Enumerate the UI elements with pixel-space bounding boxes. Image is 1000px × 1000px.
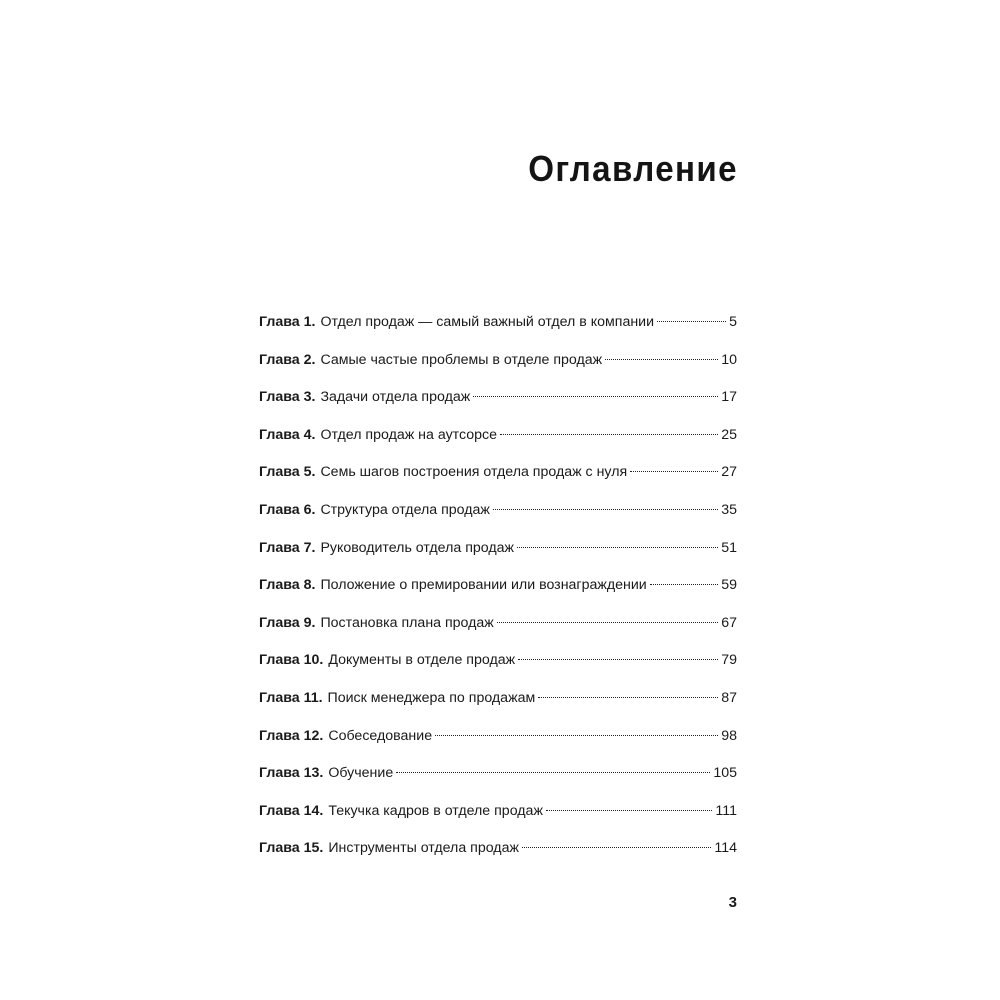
chapter-title: Задачи отдела продаж — [320, 389, 471, 406]
chapter-page-number: 17 — [721, 389, 737, 406]
chapter-label: Глава 6. — [259, 501, 316, 518]
chapter-page-number: 10 — [721, 351, 737, 368]
dot-leader — [518, 659, 718, 660]
dot-leader — [605, 359, 718, 360]
chapter-label: Глава 2. — [259, 351, 316, 368]
chapter-page-number: 35 — [721, 501, 737, 518]
toc-entry — [259, 835, 737, 873]
chapter-page-number: 114 — [714, 840, 737, 857]
chapter-label: Глава 9. — [259, 614, 316, 631]
toc-entry — [259, 422, 737, 460]
dot-leader — [396, 772, 710, 773]
chapter-page-number: 67 — [721, 614, 737, 631]
chapter-page-number: 105 — [713, 765, 737, 782]
chapter-label: Глава 13. — [259, 765, 324, 782]
table-of-contents — [259, 309, 737, 873]
chapter-label: Глава 1. — [259, 314, 316, 330]
chapter-title: Документы в отделе продаж — [328, 652, 516, 669]
toc-entry — [259, 610, 737, 648]
chapter-label: Глава 7. — [259, 539, 316, 556]
dot-leader — [517, 547, 718, 548]
chapter-title: Постановка плана продаж — [320, 614, 494, 631]
chapter-page-number: 98 — [721, 727, 737, 744]
chapter-title: Семь шагов построения отдела продаж с нуля — [320, 464, 628, 481]
chapter-page-number: 27 — [721, 464, 737, 481]
toc-entry — [259, 347, 737, 385]
chapter-title: Собеседование — [328, 727, 433, 744]
chapter-title: Отдел продаж на аутсорсе — [320, 426, 498, 443]
dot-leader — [500, 434, 718, 435]
chapter-label: Глава 5. — [259, 464, 316, 481]
dot-leader — [522, 847, 711, 848]
dot-leader — [657, 321, 726, 322]
toc-entry — [259, 723, 737, 761]
dot-leader — [630, 471, 718, 472]
chapter-title: Отдел продаж — самый важный отдел в компании — [320, 314, 655, 330]
chapter-label: Глава 3. — [259, 389, 316, 406]
chapter-page-number: 79 — [721, 652, 737, 669]
chapter-title: Обучение — [328, 765, 394, 782]
toc-entry — [259, 535, 737, 573]
chapter-title: Руководитель отдела продаж — [320, 539, 515, 556]
toc-entry — [259, 647, 737, 685]
chapter-page-number: 5 — [729, 314, 737, 330]
toc-entry — [259, 497, 737, 535]
dot-leader — [493, 509, 718, 510]
chapter-label: Глава 11. — [259, 689, 323, 706]
chapter-page-number: 25 — [721, 426, 737, 443]
page-title: Оглавление — [528, 148, 738, 189]
chapter-title: Поиск менеджера по продажам — [327, 689, 536, 706]
page-number: 3 — [728, 894, 737, 911]
dot-leader — [546, 810, 712, 811]
chapter-label: Глава 8. — [259, 577, 316, 594]
chapter-page-number: 59 — [721, 577, 737, 594]
toc-entry — [259, 309, 737, 347]
dot-leader — [473, 396, 718, 397]
chapter-page-number: 51 — [721, 539, 737, 556]
chapter-title: Инструменты отдела продаж — [328, 840, 519, 857]
dot-leader — [538, 697, 718, 698]
chapter-page-number: 87 — [721, 689, 737, 706]
toc-entry — [259, 760, 737, 798]
dot-leader — [497, 622, 718, 623]
toc-entry — [259, 572, 737, 610]
chapter-label: Глава 15. — [259, 840, 324, 857]
chapter-label: Глава 10. — [259, 652, 324, 669]
dot-leader — [435, 735, 718, 736]
chapter-page-number: 111 — [715, 802, 737, 819]
chapter-title: Текучка кадров в отделе продаж — [328, 802, 543, 819]
chapter-title: Самые частые проблемы в отделе продаж — [320, 351, 603, 368]
toc-entry — [259, 685, 737, 723]
chapter-title: Структура отдела продаж — [320, 501, 490, 518]
toc-entry — [259, 384, 737, 422]
chapter-title: Положение о премировании или вознаграждении — [320, 577, 647, 594]
chapter-label: Глава 4. — [259, 426, 316, 443]
toc-entry — [259, 459, 737, 497]
chapter-label: Глава 14. — [259, 802, 324, 819]
chapter-label: Глава 12. — [259, 727, 324, 744]
toc-entry — [259, 798, 737, 836]
dot-leader — [650, 584, 719, 585]
